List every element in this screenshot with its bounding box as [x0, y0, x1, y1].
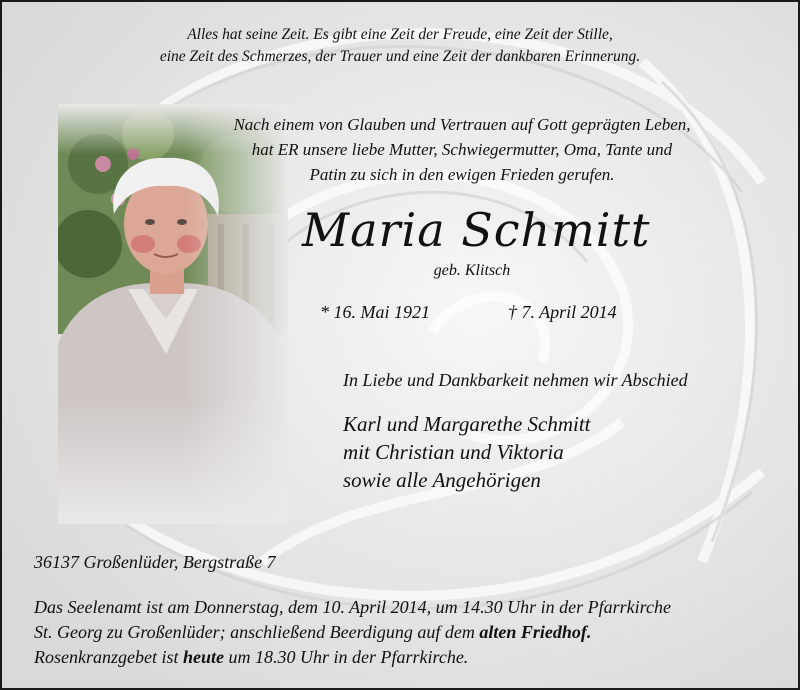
service-line-3-text-b: um 18.30 Uhr in der Pfarrkirche.: [224, 647, 469, 667]
motto-line-1: Alles hat seine Zeit. Es gibt eine Zeit der Freude, eine Zeit der Stille,: [187, 26, 613, 43]
family-line-2: mit Christian und Viktoria: [343, 440, 564, 464]
farewell-line: In Liebe und Dankbarkeit nehmen wir Abschied: [343, 370, 688, 390]
death-date: † 7. April 2014: [508, 302, 617, 322]
cemetery-name: alten Friedhof.: [479, 622, 592, 642]
service-line-2: [34, 620, 591, 645]
intro-line-2: hat ER unsere liebe Mutter, Schwiegermutter, Oma, Tante und: [251, 140, 673, 159]
deceased-name: Maria Schmitt: [302, 203, 651, 257]
motto-line-2: eine Zeit des Schmerzes, der Trauer und eine Zeit der dankbaren Erinnerung.: [159, 48, 641, 65]
service-line-3-text-a: Rosenkranzgebet ist: [34, 647, 183, 667]
maiden-name: geb. Klitsch: [433, 262, 511, 279]
family-line-1: Karl und Margarethe Schmitt: [343, 412, 591, 436]
intro-line-3: Patin zu sich in den ewigen Frieden gerufen.: [309, 165, 615, 184]
service-line-3: [34, 645, 468, 670]
intro-line-1: Nach einem von Glauben und Vertrauen auf Gott geprägten Leben,: [233, 115, 691, 134]
service-line-2-text: St. Georg zu Großenlüder; anschließend Beerdigung auf dem: [34, 622, 480, 642]
rosary-day: heute: [182, 647, 224, 667]
family-address: 36137 Großenlüder, Bergstraße 7: [34, 552, 276, 572]
birth-date: * 16. Mai 1921: [320, 302, 430, 322]
family-line-3: sowie alle Angehörigen: [343, 468, 541, 492]
service-line-1: Das Seelenamt ist am Donnerstag, dem 10. April 2014, um 14.30 Uhr in der Pfarrkirche: [34, 597, 671, 617]
